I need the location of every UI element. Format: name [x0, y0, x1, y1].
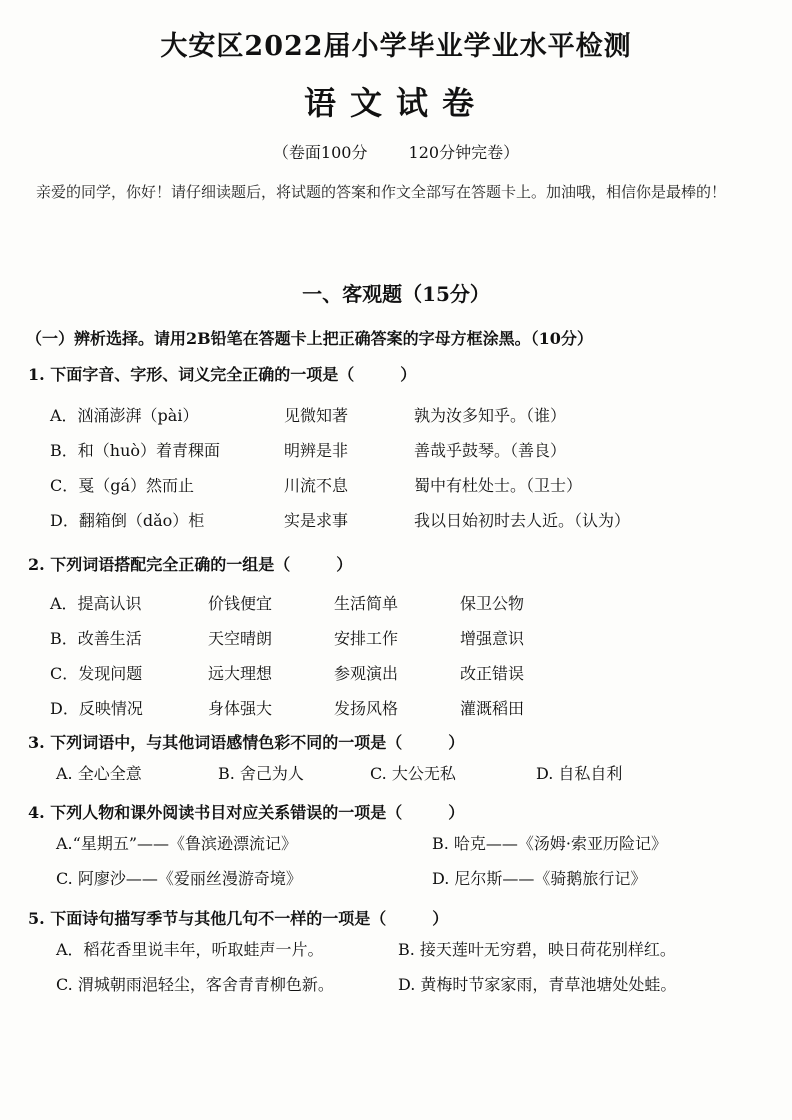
- option-b: B．改善生活: [50, 629, 142, 648]
- option-c: C．发现问题: [50, 664, 143, 683]
- option-a-phrase-3: 生活简单: [334, 594, 399, 613]
- question-stem: 4. 下列人物和课外阅读书目对应关系错误的一项是（ ）: [28, 803, 465, 822]
- option-row: [28, 503, 768, 538]
- option-b-word: 明辨是非: [284, 441, 349, 460]
- greeting-text: 亲爱的同学，你好！请仔细读题后，将试题的答案和作文全部写在答题卡上。加油哦，相信你是最棒的！: [36, 183, 727, 201]
- option-d-phrase-3: 发扬风格: [334, 699, 399, 718]
- option-row: [28, 861, 768, 896]
- question-stem: 2. 下列词语搭配完全正确的一组是（ ）: [28, 555, 353, 574]
- option-d-sentence: 我以日始初时去人近。（认为）: [414, 511, 631, 530]
- option-c-phrase-2: 远大理想: [208, 664, 273, 683]
- option-a: A.“星期五”——《鲁滨逊漂流记》: [56, 834, 298, 853]
- question-4: [28, 800, 768, 896]
- question-2: [28, 552, 768, 726]
- option-d: D. 尼尔斯——《骑鹅旅行记》: [432, 869, 647, 888]
- option-a: A. 全心全意: [56, 764, 142, 783]
- option-d: D．翻箱倒（dǎo）柜: [50, 511, 205, 530]
- option-row: [28, 756, 768, 791]
- option-row: [28, 932, 768, 967]
- option-a-sentence: 孰为汝多知乎。（谁）: [414, 406, 567, 425]
- option-b: B. 舍己为人: [218, 764, 304, 783]
- option-b-phrase-4: 增强意识: [460, 629, 525, 648]
- option-b: B. 接天莲叶无穷碧，映日荷花别样红。: [398, 940, 676, 959]
- option-row: [28, 586, 768, 621]
- exam-subject: 语文试卷: [303, 84, 488, 122]
- option-c-word: 川流不息: [284, 476, 349, 495]
- exam-info: [0, 140, 792, 163]
- option-c-phrase-3: 参观演出: [334, 664, 399, 683]
- score-info: （卷面100分: [272, 143, 368, 162]
- option-d: D．反映情况: [50, 699, 143, 718]
- option-b-phrase-3: 安排工作: [334, 629, 399, 648]
- section-title: 一、客观题（15分）: [302, 282, 490, 306]
- option-a: A．提高认识: [50, 594, 142, 613]
- option-row: [28, 433, 768, 468]
- option-a: A．稻花香里说丰年，听取蛙声一片。: [56, 940, 324, 959]
- time-info: 120分钟完卷）: [408, 143, 520, 162]
- exam-title: 大安区2022届小学毕业学业水平检测: [160, 31, 632, 62]
- option-a-word: 见微知著: [284, 406, 349, 425]
- option-c: C. 渭城朝雨浥轻尘，客舍青青柳色新。: [56, 975, 334, 994]
- option-c-phrase-4: 改正错误: [460, 664, 525, 683]
- option-row: [28, 967, 768, 1002]
- option-c: C．戛（gá）然而止: [50, 476, 195, 495]
- option-b-sentence: 善哉乎鼓琴。（善良）: [414, 441, 567, 460]
- option-d: D. 自私自利: [536, 764, 623, 783]
- option-d-phrase-4: 灌溉稻田: [460, 699, 525, 718]
- option-a-phrase-4: 保卫公物: [460, 594, 525, 613]
- option-row: [28, 826, 768, 861]
- option-c: C. 阿廖沙——《爱丽丝漫游奇境》: [56, 869, 302, 888]
- option-row: [28, 691, 768, 726]
- question-stem: 1. 下面字音、字形、词义完全正确的一项是（ ）: [28, 365, 417, 384]
- option-b: B．和（huò）着青稞面: [50, 441, 221, 460]
- option-d-word: 实是求事: [284, 511, 349, 530]
- question-stem: 3. 下列词语中，与其他词语感情色彩不同的一项是（ ）: [28, 733, 465, 752]
- option-row: [28, 398, 768, 433]
- option-a: A．汹涌澎湃（pài）: [50, 406, 199, 425]
- question-5: [28, 906, 768, 1002]
- part-title: （一）辨析选择。请用2B铅笔在答题卡上把正确答案的字母方框涂黑。（10分）: [26, 329, 593, 348]
- option-d: D. 黄梅时节家家雨，青草池塘处处蛙。: [398, 975, 677, 994]
- option-a-phrase-2: 价钱便宜: [208, 594, 273, 613]
- option-c-sentence: 蜀中有杜处士。（卫士）: [414, 476, 583, 495]
- question-stem: 5. 下面诗句描写季节与其他几句不一样的一项是（ ）: [28, 909, 449, 928]
- option-b: B. 哈克——《汤姆·索亚历险记》: [432, 834, 668, 853]
- question-3: [28, 730, 768, 791]
- option-b-phrase-2: 天空晴朗: [208, 629, 273, 648]
- option-d-phrase-2: 身体强大: [208, 699, 273, 718]
- option-c: C. 大公无私: [370, 764, 456, 783]
- option-row: [28, 468, 768, 503]
- option-row: [28, 656, 768, 691]
- question-1: [28, 362, 768, 538]
- option-row: [28, 621, 768, 656]
